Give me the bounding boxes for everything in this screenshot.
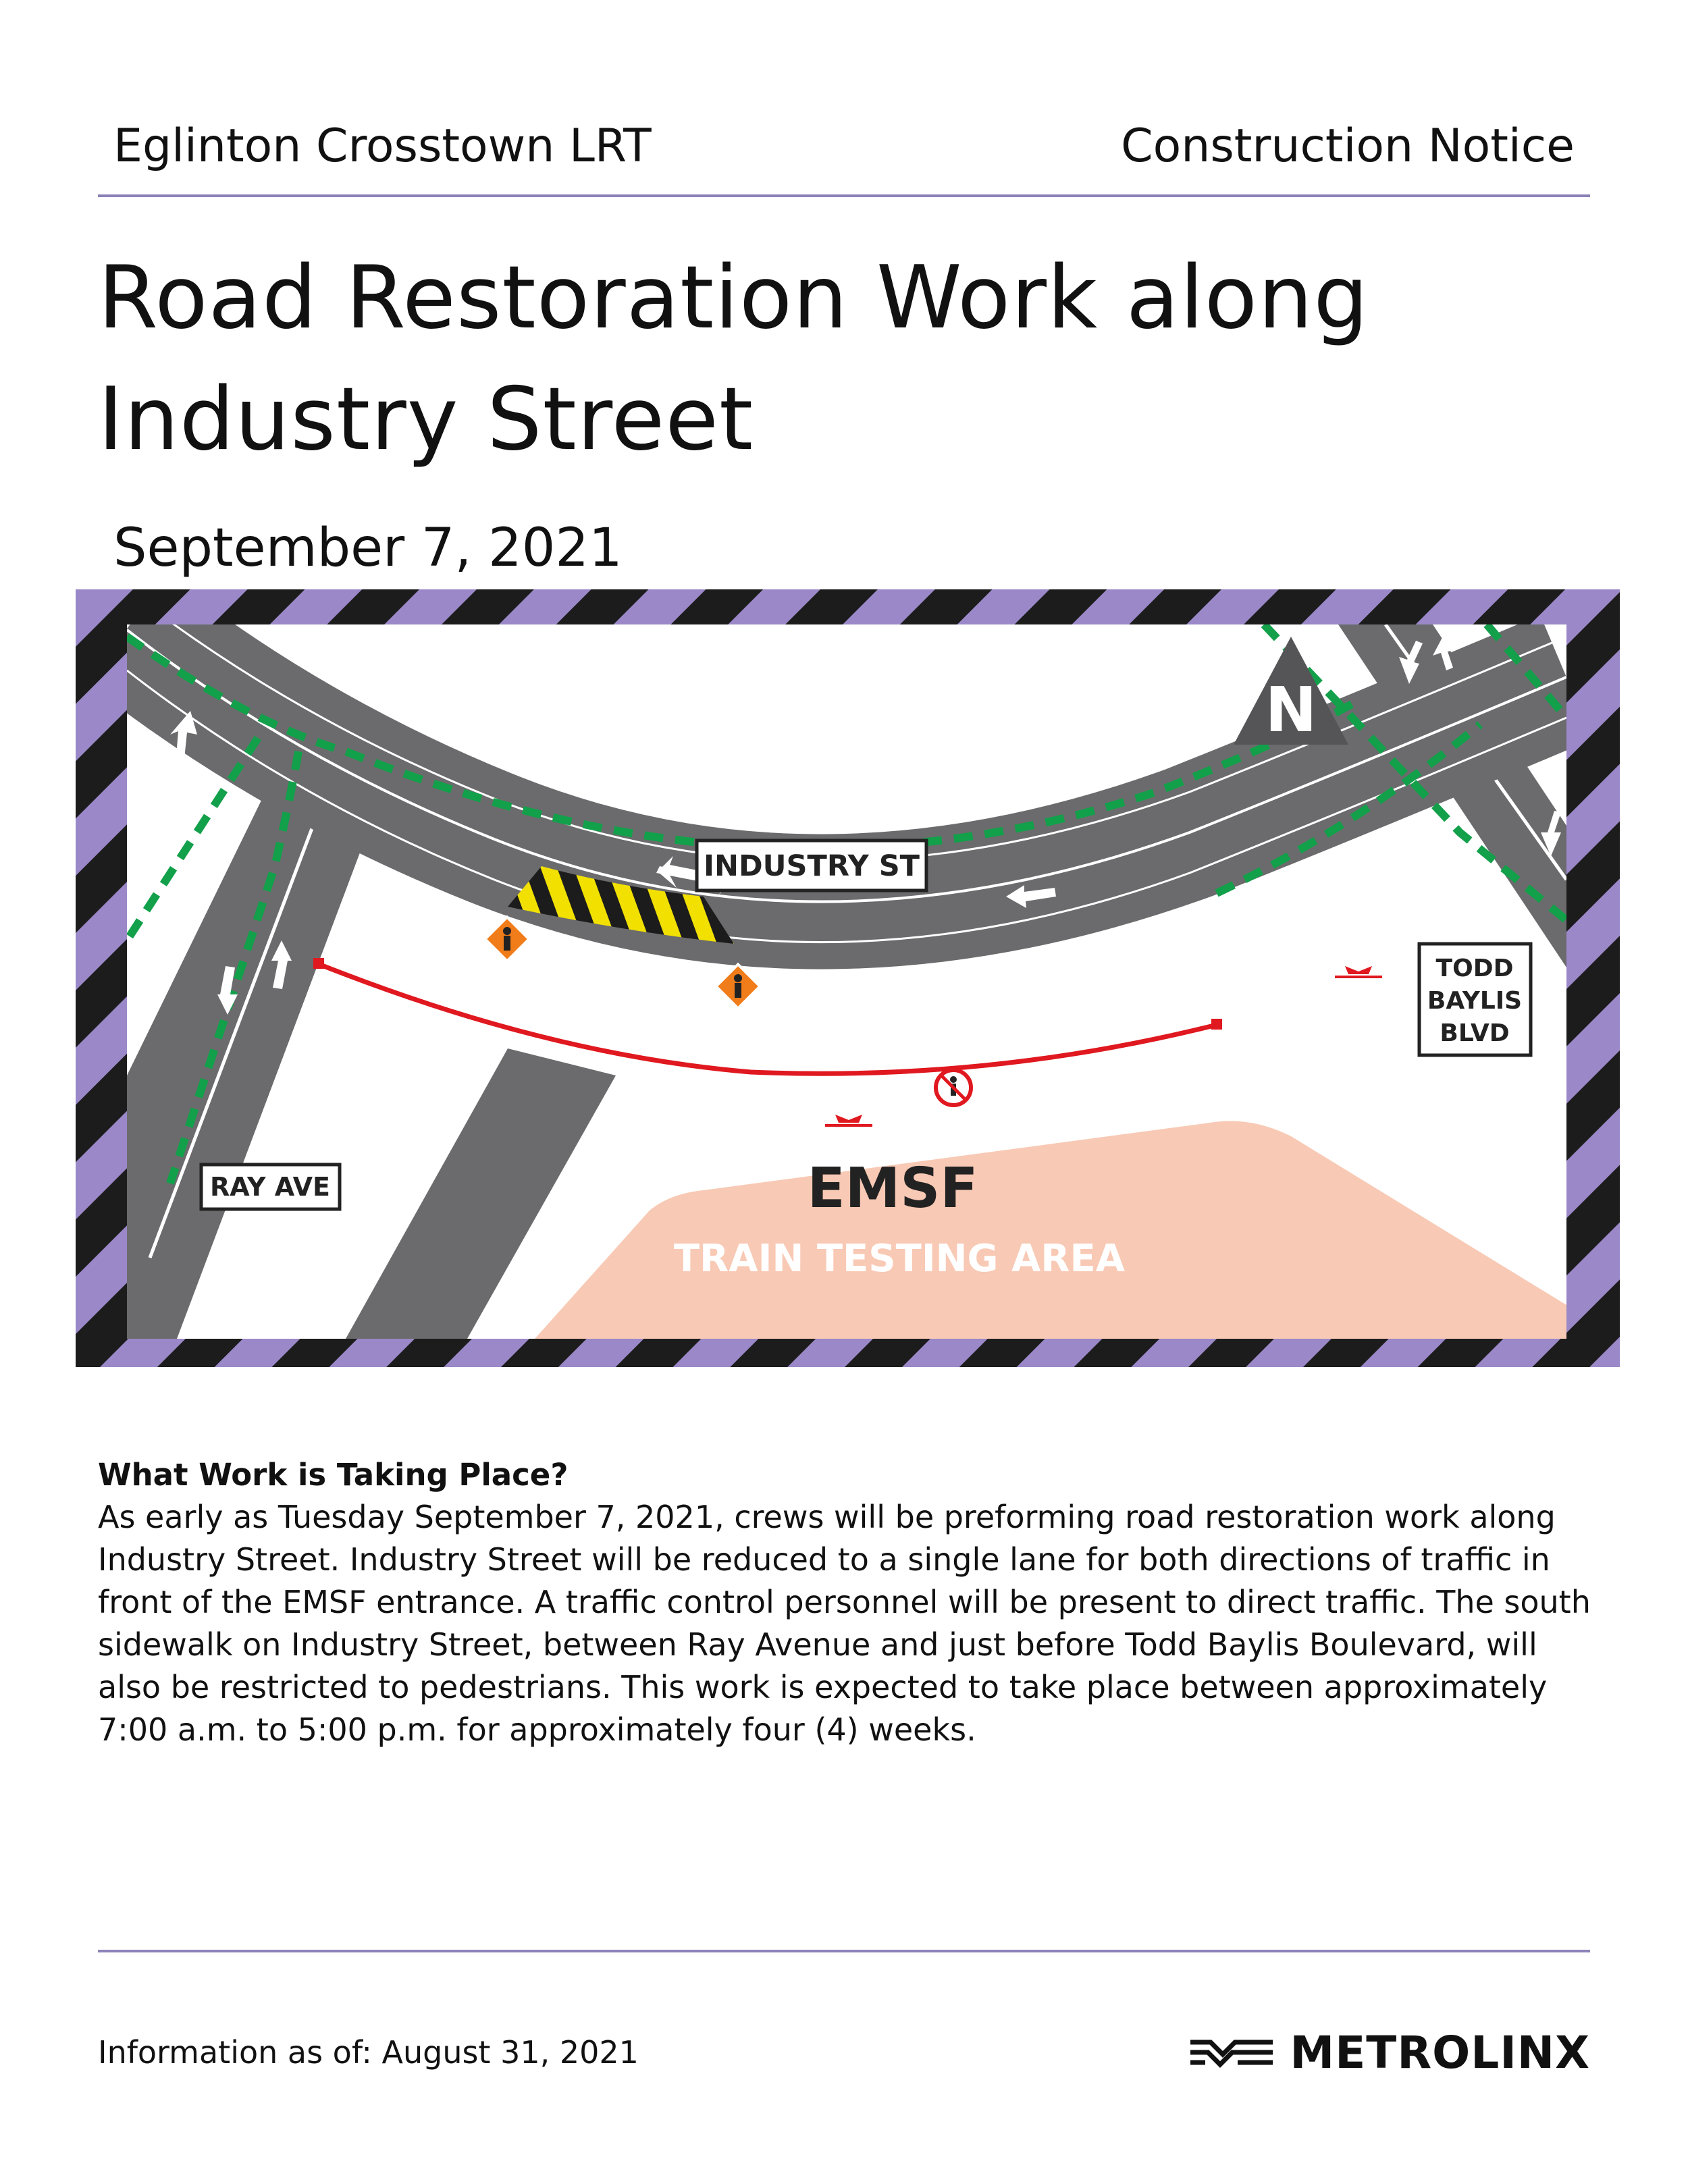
industry-st-text: INDUSTRY ST xyxy=(703,849,920,883)
footer-divider xyxy=(98,1950,1590,1952)
restriction-end-west xyxy=(313,958,324,969)
info-date: Information as of: August 31, 2021 xyxy=(98,2034,639,2071)
metrolinx-logo xyxy=(1188,2022,1590,2083)
notice-date: September 7, 2021 xyxy=(113,518,623,579)
metrolinx-mark-icon xyxy=(1188,2034,1275,2071)
north-label: N xyxy=(1265,674,1317,746)
todd-line2: BAYLIS xyxy=(1427,987,1523,1015)
todd-baylis-label xyxy=(1419,944,1531,1055)
industry-st-label xyxy=(697,841,926,890)
train-testing-label: TRAIN TESTING AREA xyxy=(673,1237,1126,1281)
todd-line1: TODD xyxy=(1435,955,1514,982)
project-name: Eglinton Crosstown LRT xyxy=(113,119,652,173)
construction-map xyxy=(76,589,1620,1367)
header-divider xyxy=(98,194,1590,197)
page-title: Road Restoration Work along Industry Street xyxy=(98,248,1369,470)
section-heading: What Work is Taking Place? xyxy=(98,1457,569,1493)
ray-ave-text: RAY AVE xyxy=(210,1172,330,1202)
no-pedestrian-icon xyxy=(936,1070,971,1105)
emsf-label: EMSF xyxy=(807,1156,978,1221)
restriction-end-east xyxy=(1211,1019,1222,1030)
notice-type: Construction Notice xyxy=(1121,119,1575,173)
brand-name: METROLINX xyxy=(1290,2026,1590,2079)
section-body: As early as Tuesday September 7, 2021, crews will be preforming road restoration work along Industry Street. Industry Street will be reduced to a single lane for both directions of traffic in front of the EMSF entrance. A traffic control personnel will be present to direct traffic. The south sidewalk on Industry Street, between Ray Avenue and just before Todd Baylis Boulevard, will also be restricted to pedestrians. This work is expected to take place between approximately 7:00 a.m. to 5:00 p.m. for approximately four (4) weeks. xyxy=(98,1499,1591,1748)
ray-ave-label xyxy=(201,1165,340,1209)
todd-line3: BLVD xyxy=(1440,1019,1510,1047)
